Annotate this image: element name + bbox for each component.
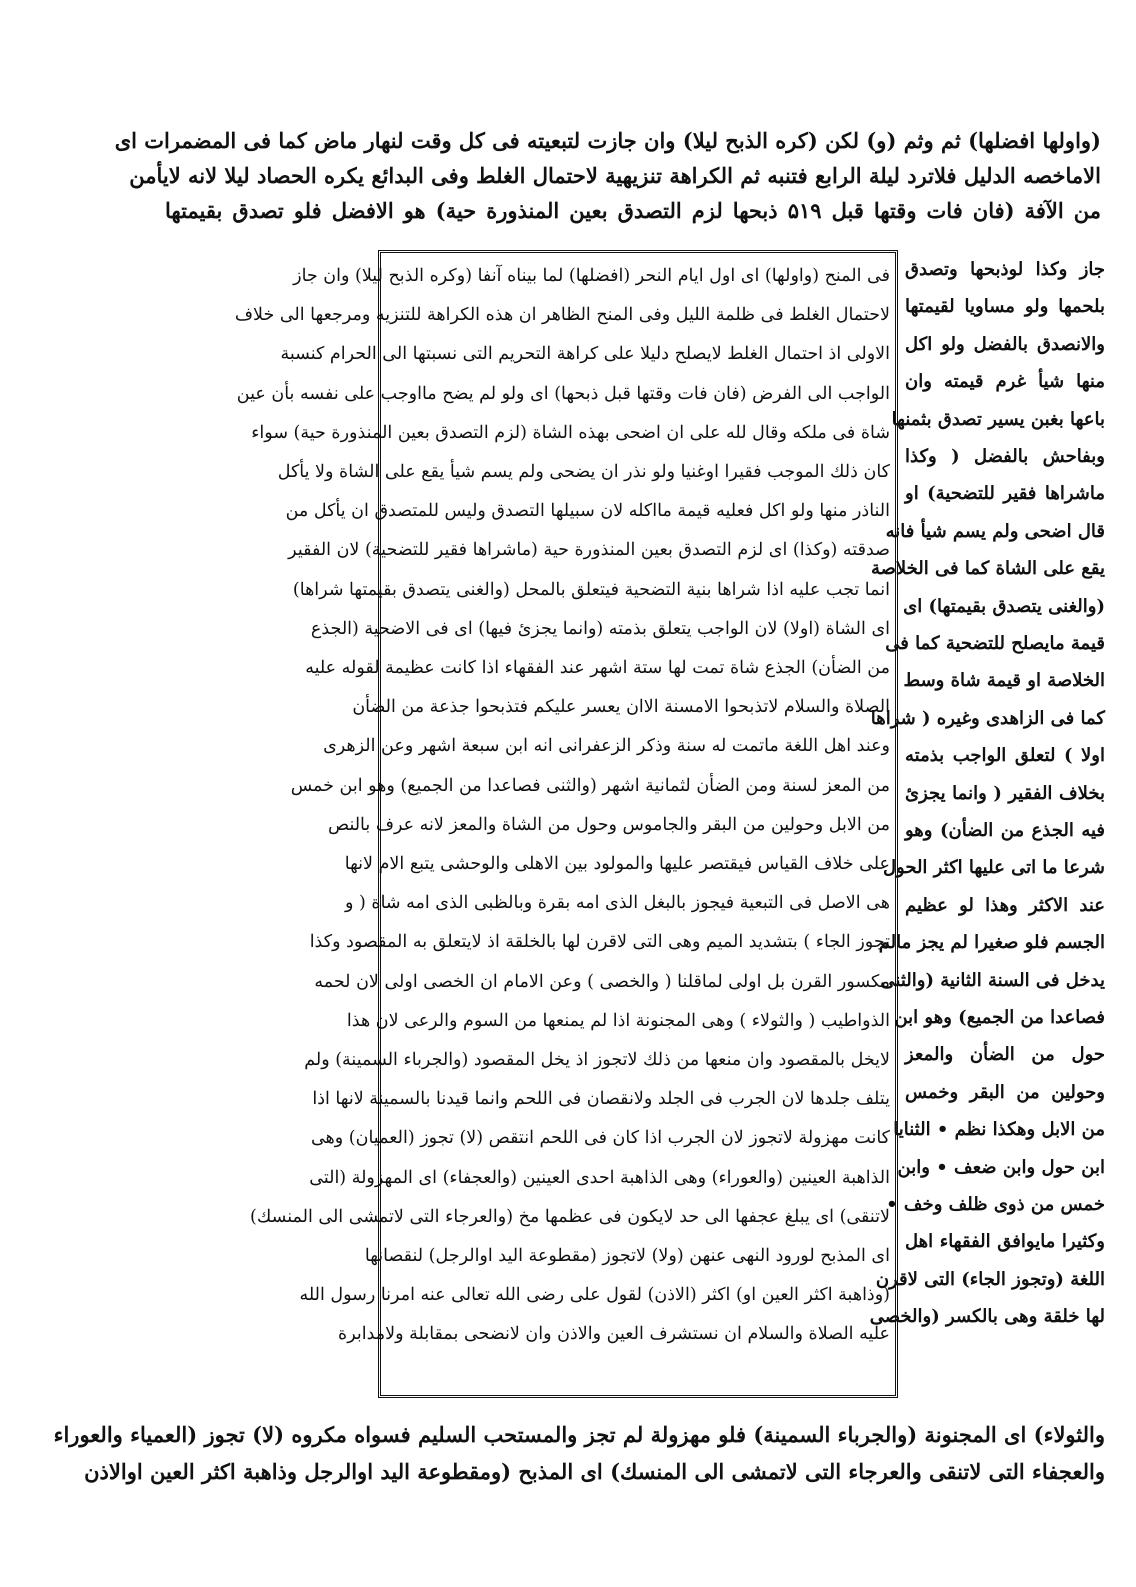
box-text-line: صدقته (وكذا) اى لزم التصدق بعين المنذورة حية (ماشراها فقير للتضحية) لان الفقير bbox=[288, 540, 890, 561]
box-text-line: يتلف جلدها لان الجرب فى الجلد ولانقصان فى اللحم وانما قيدنا بالسمينة لانها اذا bbox=[312, 1089, 890, 1110]
side-text-line: وكثيرا مايوافق الفقهاء اهل bbox=[905, 1231, 1105, 1253]
bottom-text-line: والعجفاء التى لاتنقى والعرجاء التى لاتمشى الى المنسك) اى المذبح (ومقطوعة اليد اوالرجل وذاهبة اكثر العين اوالاذن bbox=[84, 1459, 1105, 1484]
side-text-line: كما فى الزاهدى وغيره ( شراها bbox=[870, 707, 1105, 729]
box-text-line: الناذر منها ولو اكل فعليه قيمة مااكله لان سبيلها التصدق وليس للمتصدق ان يأكل من bbox=[285, 501, 890, 522]
top-text-line: الاماخصه الدليل فلاترد ليلة الرابع فتنبه ثم الكراهة تنزيهية لاحتمال الغلط وفى البدائع يكره الحصاد ليلا لانه لايأمن bbox=[129, 163, 1101, 188]
top-text-line: (واولها افضلها) ثم وثم (و) لكن (كره الذبح ليلا) وان جازت لتبعيته فى كل وقت لنهار ماض كما فى المضمرات اى bbox=[114, 128, 1101, 153]
box-text-line: من الضأن) الجذع شاة تمت لها ستة اشهر عند الفقهاء اذا كانت عظيمة لقوله عليه bbox=[305, 658, 890, 678]
box-text-line: هى الاصل فى التبعية فيجوز بالبغل الذى امه بقرة وبالظبى الذى امه شاة ( و bbox=[345, 893, 890, 914]
box-text-line: اى المذبح لورود النهى عنهن (ولا) لاتجوز (مقطوعة اليد اوالرجل) لنقصانها bbox=[364, 1246, 890, 1266]
side-text-line: فصاعدا من الجميع) وهو ابن bbox=[894, 1007, 1105, 1028]
bottom-text-line: والثولاء) اى المجنونة (والجرباء السمينة) فلو مهزولة لم تجز والمستحب السليم فسواه مكروه (لا) تجوز (العمياء والعوراء bbox=[53, 1422, 1105, 1447]
side-text-line: اولا ) لتعلق الواجب بذمته bbox=[905, 745, 1105, 767]
side-text-line: شرعا ما اتى عليها اكثر الحول bbox=[882, 857, 1105, 879]
side-text-line: لها خلقة وهى بالكسر (والخصى bbox=[869, 1306, 1105, 1328]
box-text-line: الذواطيب ( والثولاء ) وهى المجنونة اذا لم يمنعها من السوم والرعى لان هذا bbox=[346, 1010, 890, 1031]
box-text-line: كانت مهزولة لاتجوز لان الجرب اذا كان فى اللحم انتقص (لا) تجوز (العميان) وهى bbox=[310, 1128, 890, 1149]
box-text-line: الواجب الى الفرض (فان فات وقتها قبل ذبحها) اى ولو لم يضح مااوجب على نفسه بأن عين bbox=[236, 383, 890, 404]
box-text-line: على خلاف القياس فيقتصر عليها والمولود بين الاهلى والوحشى يتبع الام لانها bbox=[344, 854, 890, 874]
side-text-line: باعها بغبن يسير تصدق بثمنها bbox=[891, 408, 1105, 430]
side-text-line: قال اضحى ولم يسم شيأ فانه bbox=[885, 520, 1105, 542]
box-text-line: من الابل وحولين من البقر والجاموس وحول من الشاة والمعز لانه عرف بالنص bbox=[328, 814, 890, 835]
side-text-line: والانصدق بالفضل ولو اكل bbox=[905, 333, 1105, 355]
side-text-line: يقع على الشاة كما فى الخلاصة bbox=[870, 558, 1105, 580]
box-text-line: انما تجب عليه اذا شراها بنية التضحية فيتعلق بالمحل (والغنى يتصدق بقيمتها شراها) bbox=[292, 579, 890, 600]
side-text-line: خمس من ذوى ظلف وخف • bbox=[886, 1194, 1105, 1215]
box-text-line: وعند اهل اللغة ماتمت له سنة وذكر الزعفرانى انه ابن سبعة اشهر وعن الزهرى bbox=[323, 736, 890, 757]
side-text-line: حول من الضأن والمعز bbox=[905, 1044, 1105, 1066]
box-text-line: (وذاهبة اكثر العين او) اكثر (الاذن) لقول على رضى الله تعالى عنه امرنا رسول الله bbox=[299, 1285, 890, 1306]
side-text-line: وبفاحش بالفضل ( وكذا bbox=[905, 446, 1105, 467]
side-text-line: بخلاف الفقير ( وانما يجزئ bbox=[905, 782, 1105, 804]
box-text-line: عليه الصلاة والسلام ان نستشرف العين والاذن وان لانضحى بمقابلة ولامدابرة bbox=[338, 1324, 890, 1345]
side-text-line: ماشراها فقير للتضحية) او bbox=[905, 483, 1105, 505]
box-text-line: الصلاة والسلام لاتذبحوا الامسنة الاان يعسر عليكم فتذبحوا جذعة من الضأن bbox=[352, 697, 890, 718]
box-text-line: كان ذلك الموجب فقيرا اوغنيا ولو نذر ان يضحى ولم يسم شيأ يقع على الشاة ولا يأكل bbox=[277, 462, 890, 482]
side-text-line: وحولين من البقر وخمس bbox=[905, 1081, 1105, 1103]
box-text-line: الاولى اذ احتمال الغلط لايصلح دليلا على كراهة التحريم التى نسبتها الى الحرام كنسبة bbox=[280, 344, 890, 365]
side-text-line: الخلاصة او قيمة شاة وسط bbox=[903, 670, 1105, 692]
side-text-line: منها شيأ غرم قيمته وان bbox=[905, 371, 1105, 393]
side-text-line: اللغة (وتجوز الجاء) التى لاقرن bbox=[875, 1268, 1105, 1290]
side-text-line: الجسم فلو صغيرا لم يجز مالم bbox=[878, 932, 1105, 954]
box-text-line: لاحتمال الغلط فى ظلمة الليل وفى المنح الظاهر ان هذه الكراهة للتنزيه ومرجعها الى خلاف bbox=[234, 305, 890, 326]
box-text-line: فى المنح (واولها) اى اول ايام النحر (افضلها) لما بيناه آنفا (وكره الذبح ليلا) وان جاز bbox=[293, 266, 890, 286]
side-text-line: بلحمها ولو مساويا لقيمتها bbox=[905, 296, 1105, 318]
box-text-line: مكسور القرن بل اولى لماقلنا ( والخصى ) وعن الامام ان الخصى اولى لان لحمه bbox=[314, 971, 890, 992]
box-text-line: شاة فى ملكه وقال لله على ان اضحى بهذه الشاة (لزم التصدق بعين المنذورة حية) سواء bbox=[251, 422, 890, 443]
side-text-line: قيمة مايصلح للتضحية كما فى bbox=[885, 633, 1105, 654]
side-text-line: يدخل فى السنة الثانية (والثنى bbox=[880, 969, 1105, 991]
side-text-line: عند الاكثر وهذا لو عظيم bbox=[905, 894, 1105, 916]
box-text-line: لاتنقى) اى يبلغ عجفها الى حد لايكون فى عظمها مخ (والعرجاء التى لاتمشى الى المنسك) bbox=[250, 1206, 890, 1227]
box-text-line: من المعز لسنة ومن الضأن لثمانية اشهر (والثنى فصاعدا من الجميع) وهو ابن خمس bbox=[290, 775, 890, 796]
box-text-line: تجوز الجاء ) بتشديد الميم وهى التى لاقرن لها بالخلقة اذ لايتعلق به المقصود وكذا bbox=[309, 932, 890, 953]
top-text-line: من الآفة (فان فات وقتها قبل ۵۱۹ ذبحها لزم التصدق بعين المنذورة حية) هو الافضل فلو تصدق بقيمتها bbox=[165, 198, 1102, 223]
side-text-line: فيه الجذع من الضأن) وهو bbox=[905, 820, 1105, 841]
box-text-line: اى الشاة (اولا) لان الواجب يتعلق بذمته (وانما يجزئ فيها) اى فى الاضحية (الجذع bbox=[310, 618, 890, 639]
box-text-line: لايخل بالمقصود وان منعها من ذلك لاتجوز اذ يخل المقصود (والجرباء السمينة) ولم bbox=[304, 1050, 890, 1070]
side-text-line: ابن حول وابن ضعف • وابن bbox=[897, 1156, 1105, 1178]
side-text-line: (والغنى يتصدق بقيمتها) اى bbox=[903, 595, 1105, 617]
side-text-line: جاز وكذا لوذبحها وتصدق bbox=[905, 259, 1105, 280]
box-text-line: الذاهبة العينين (والعوراء) وهى الذاهبة احدى العينين (والعجفاء) اى المهزولة (التى bbox=[309, 1167, 890, 1188]
side-text-line: من الابل وهكذا نظم • الثنايا bbox=[893, 1119, 1105, 1141]
